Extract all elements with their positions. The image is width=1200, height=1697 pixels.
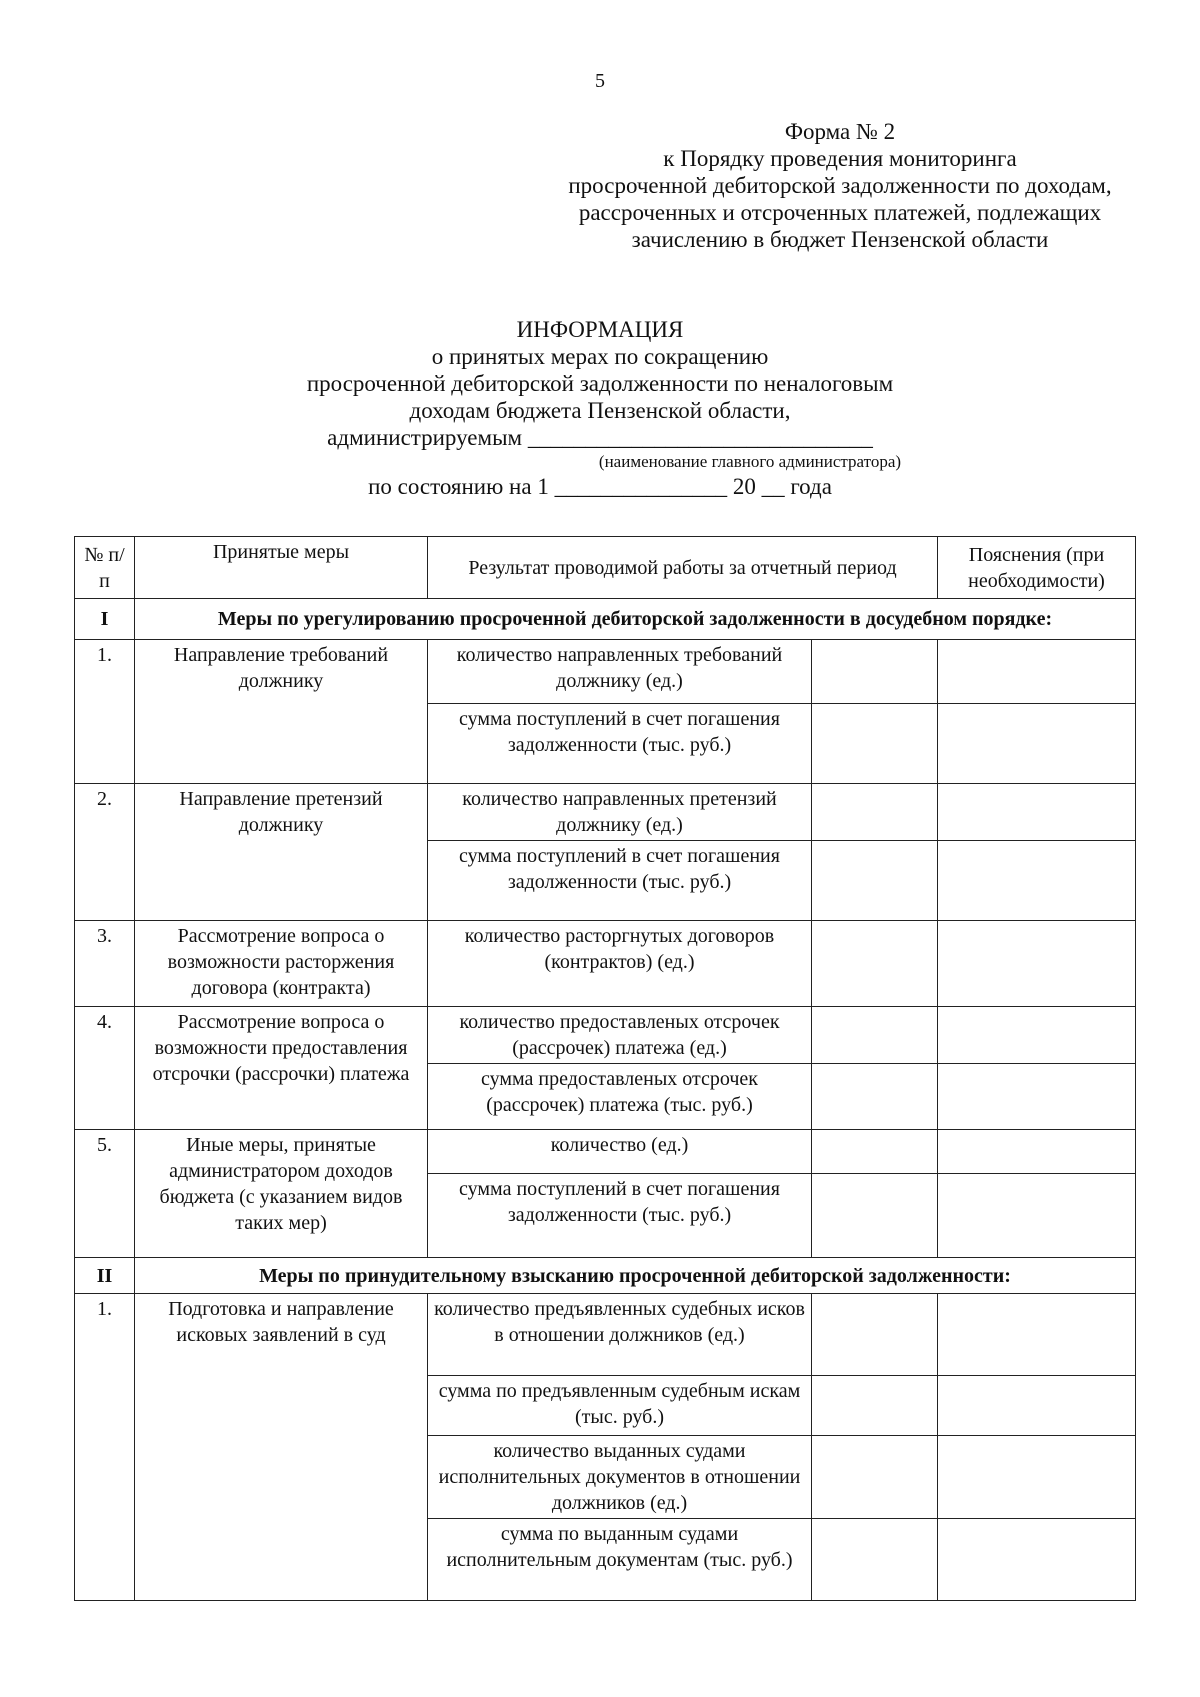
value-cell (812, 1064, 938, 1130)
document-title (0, 316, 1200, 500)
section-row (75, 599, 1136, 640)
header-line: рассроченных и отсроченных платежей, подлежащих (578, 200, 1102, 225)
header-num: № п/п (75, 537, 135, 599)
notes-cell (938, 704, 1136, 784)
value-cell (812, 1519, 938, 1601)
notes-cell (938, 784, 1136, 841)
value-cell (812, 704, 938, 784)
row-num: 2. (75, 784, 135, 921)
table-row (75, 784, 1136, 841)
title-line: доходам бюджета Пензенской области, (409, 398, 791, 423)
value-cell (812, 1436, 938, 1519)
table-row (75, 1130, 1136, 1174)
header-result: Результат проводимой работы за отчетный период (428, 537, 938, 599)
row-indicator: количество (ед.) (428, 1130, 812, 1174)
administrator-line: администрируемым ______________________________ (327, 425, 873, 450)
section-num: II (75, 1258, 135, 1294)
header-line: просроченной дебиторской задолженности по доходам, (568, 173, 1112, 198)
row-indicator: количество направленных требований должнику (ед.) (428, 640, 812, 704)
row-indicator: сумма предоставленых отсрочек (рассрочек) платежа (тыс. руб.) (428, 1064, 812, 1130)
notes-cell (938, 1294, 1136, 1376)
section-title: Меры по принудительному взысканию просроченной дебиторской задолженности: (135, 1258, 1136, 1294)
value-cell (812, 784, 938, 841)
row-indicator: количество предъявленных судебных исков в отношении должников (ед.) (428, 1294, 812, 1376)
row-measure: Иные меры, принятые администратором доходов бюджета (с указанием видов таких мер) (135, 1130, 428, 1258)
administrator-caption: (наименование главного администратора) (598, 452, 902, 471)
row-indicator: количество расторгнутых договоров (контрактов) (ед.) (428, 921, 812, 1007)
form-number: Форма № 2 (784, 119, 896, 144)
table-row (75, 640, 1136, 704)
row-indicator: сумма по предъявленным судебным искам (тыс. руб.) (428, 1376, 812, 1436)
notes-cell (938, 1436, 1136, 1519)
date-line: по состоянию на 1 _______________ 20 __ года (368, 474, 832, 499)
header-line: зачислению в бюджет Пензенской области (631, 227, 1049, 252)
value-cell (812, 1130, 938, 1174)
header-notes: Пояснения (при необходимости) (938, 537, 1136, 599)
title-line: о принятых мерах по сокращению (431, 344, 769, 369)
notes-cell (938, 1376, 1136, 1436)
row-measure: Рассмотрение вопроса о возможности расторжения договора (контракта) (135, 921, 428, 1007)
header-measures: Принятые меры (135, 537, 428, 599)
value-cell (812, 921, 938, 1007)
page-number: 5 (595, 70, 605, 92)
row-indicator: количество предоставленых отсрочек (рассрочек) платежа (ед.) (428, 1007, 812, 1064)
table-row (75, 1007, 1136, 1064)
row-measure: Подготовка и направление исковых заявлений в суд (135, 1294, 428, 1601)
row-measure: Направление претензий должнику (135, 784, 428, 921)
notes-cell (938, 1519, 1136, 1601)
row-indicator: количество направленных претензий должнику (ед.) (428, 784, 812, 841)
section-num: I (75, 599, 135, 640)
row-num: 5. (75, 1130, 135, 1258)
value-cell (812, 1376, 938, 1436)
title-line: просроченной дебиторской задолженности по неналоговым (306, 371, 894, 396)
notes-cell (938, 841, 1136, 921)
value-cell (812, 640, 938, 704)
row-num: 4. (75, 1007, 135, 1130)
row-measure: Направление требований должнику (135, 640, 428, 784)
title-heading: ИНФОРМАЦИЯ (516, 317, 684, 342)
notes-cell (938, 921, 1136, 1007)
notes-cell (938, 1174, 1136, 1258)
row-num: 3. (75, 921, 135, 1007)
row-indicator: сумма поступлений в счет погашения задолженности (тыс. руб.) (428, 841, 812, 921)
table-header-row (75, 537, 1136, 599)
value-cell (812, 1007, 938, 1064)
notes-cell (938, 1007, 1136, 1064)
section-title: Меры по урегулированию просроченной дебиторской задолженности в досудебном порядке: (135, 599, 1136, 640)
form-header (540, 118, 1140, 253)
table-row (75, 921, 1136, 1007)
value-cell (812, 1174, 938, 1258)
notes-cell (938, 1130, 1136, 1174)
notes-cell (938, 640, 1136, 704)
row-indicator: сумма поступлений в счет погашения задолженности (тыс. руб.) (428, 704, 812, 784)
measures-table (74, 536, 1136, 1601)
row-indicator: сумма поступлений в счет погашения задолженности (тыс. руб.) (428, 1174, 812, 1258)
header-line: к Порядку проведения мониторинга (663, 146, 1017, 171)
section-row (75, 1258, 1136, 1294)
row-num: 1. (75, 640, 135, 784)
row-indicator: количество выданных судами исполнительных документов в отношении должников (ед.) (428, 1436, 812, 1519)
row-indicator: сумма по выданным судами исполнительным документам (тыс. руб.) (428, 1519, 812, 1601)
table-row (75, 1294, 1136, 1376)
value-cell (812, 1294, 938, 1376)
notes-cell (938, 1064, 1136, 1130)
value-cell (812, 841, 938, 921)
row-num: 1. (75, 1294, 135, 1601)
row-measure: Рассмотрение вопроса о возможности предоставления отсрочки (рассрочки) платежа (135, 1007, 428, 1130)
